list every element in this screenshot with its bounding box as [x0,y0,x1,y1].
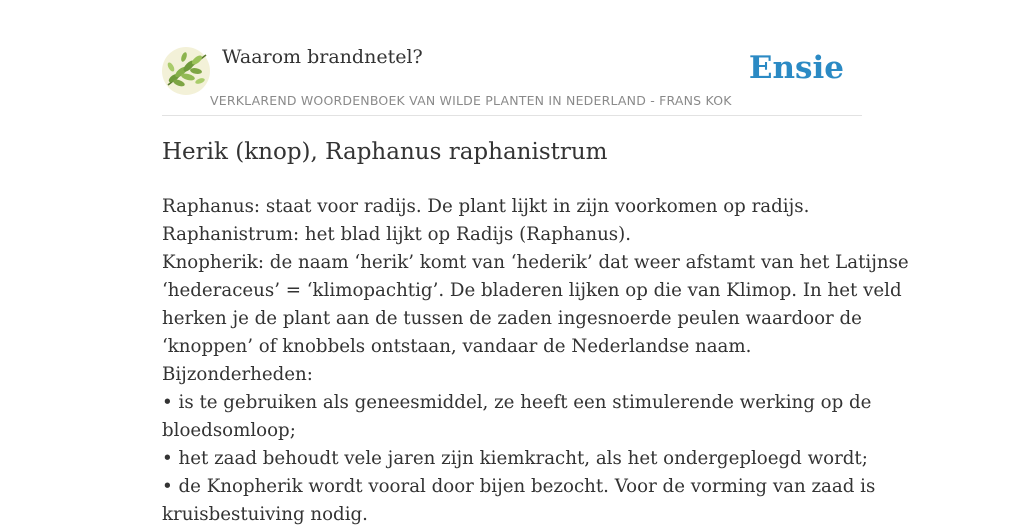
entry-line: ‘hederaceus’ = ‘klimopachtig’. De bladeren lijken op die van Klimop. In het veld [162,280,902,301]
entry-title: Herik (knop), Raphanus raphanistrum [162,139,608,165]
brand-logo[interactable]: Ensie [748,50,844,86]
entry-line: Raphanistrum: het blad lijkt op Radijs (Raphanus). [162,224,631,245]
entry-line: kruisbestuiving nodig. [162,504,368,525]
entry-line: • is te gebruiken als geneesmiddel, ze heeft een stimulerende werking op de [162,392,872,413]
book-subtitle: VERKLAREND WOORDENBOEK VAN WILDE PLANTEN IN NEDERLAND - FRANS KOK [210,93,732,108]
entry-line: bloedsomloop; [162,420,296,441]
entry-body [162,193,909,529]
entry-line: Bijzonderheden: [162,364,313,385]
header [162,44,862,116]
entry-line: • het zaad behoudt vele jaren zijn kiemkracht, als het ondergeploegd wordt; [162,448,868,469]
entry-line: Raphanus: staat voor radijs. De plant lijkt in zijn voorkomen op radijs. [162,196,810,217]
entry-line: • de Knopherik wordt vooral door bijen bezocht. Voor de vorming van zaad is [162,476,876,497]
book-title[interactable]: Waarom brandnetel? [222,46,423,68]
entry-line: ‘knoppen’ of knobbels ontstaan, vandaar de Nederlandse naam. [162,336,752,357]
entry-line: Knopherik: de naam ‘herik’ komt van ‘hederik’ dat weer afstamt van het Latijnse [162,252,909,273]
entry-line: herken je de plant aan de tussen de zaden ingesnoerde peulen waardoor de [162,308,862,329]
leaf-illustration-icon[interactable] [162,47,210,95]
